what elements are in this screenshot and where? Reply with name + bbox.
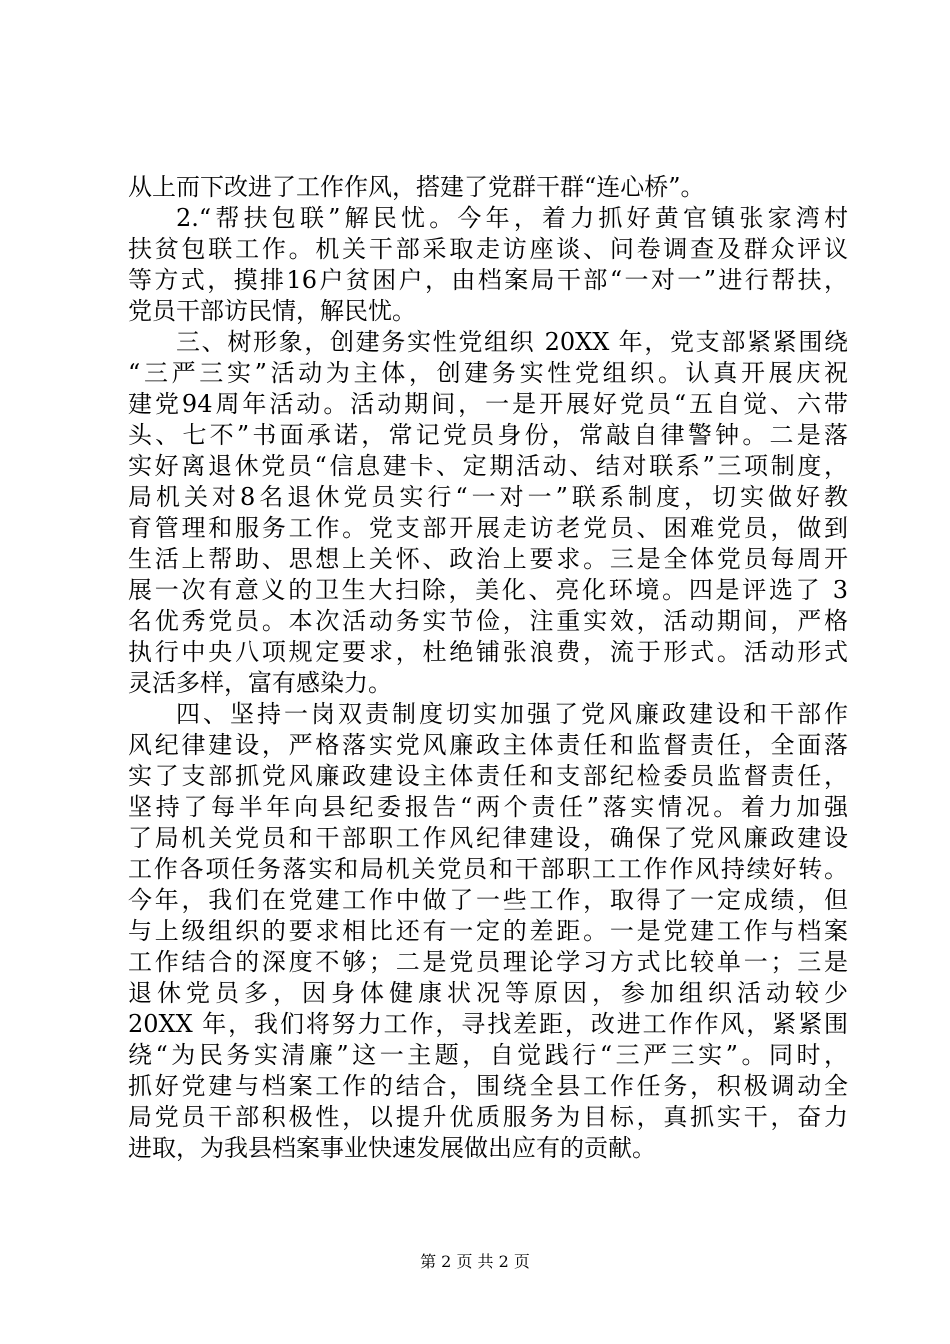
text-line: 了局机关党员和干部职工作风纪律建设，确保了党风廉政建设 bbox=[128, 824, 848, 852]
text-line: 建党94周年活动。活动期间，一是开展好党员“五自觉、六带 bbox=[128, 390, 848, 418]
text-line: 四、坚持一岗双责制度切实加强了党风廉政建设和干部作 bbox=[176, 700, 848, 728]
text-line: 退休党员多，因身体健康状况等原因，参加组织活动较少 bbox=[128, 979, 848, 1007]
text-line: 进取，为我县档案事业快速发展做出应有的贡献。 bbox=[128, 1134, 656, 1162]
text-line: 与上级组织的要求相比还有一定的差距。一是党建工作与档案 bbox=[128, 917, 848, 945]
text-line: 三、树形象，创建务实性党组织 20XX 年，党支部紧紧围绕 bbox=[176, 328, 848, 356]
page-footer: 第 2 页 共 2 页 bbox=[420, 1252, 530, 1271]
text-line: 2.“帮扶包联”解民忧。今年，着力抓好黄官镇张家湾村 bbox=[176, 204, 848, 232]
text-line: 生活上帮助、思想上关怀、政治上要求。三是全体党员每周开 bbox=[128, 545, 848, 573]
text-line: 今年，我们在党建工作中做了一些工作，取得了一定成绩，但 bbox=[128, 886, 848, 914]
text-line: 展一次有意义的卫生大扫除，美化、亮化环境。四是评选了 3 bbox=[128, 576, 848, 604]
text-line: 绕“为民务实清廉”这一主题，自觉践行“三严三实”。同时， bbox=[128, 1041, 848, 1069]
body-text bbox=[128, 172, 848, 1164]
text-line: 局机关对8名退休党员实行“一对一”联系制度，切实做好教 bbox=[128, 483, 848, 511]
text-line: 党员干部访民情，解民忧。 bbox=[128, 297, 416, 325]
text-line: 工作各项任务落实和局机关党员和干部职工工作作风持续好转。 bbox=[128, 855, 848, 883]
text-line: 实好离退休党员“信息建卡、定期活动、结对联系”三项制度， bbox=[128, 452, 848, 480]
text-line: 20XX 年，我们将努力工作，寻找差距，改进工作作风，紧紧围 bbox=[128, 1010, 848, 1038]
text-line: 从上而下改进了工作作风，搭建了党群干群“连心桥”。 bbox=[128, 173, 705, 201]
text-line: 风纪律建设，严格落实党风廉政主体责任和监督责任，全面落 bbox=[128, 731, 848, 759]
text-line: 名优秀党员。本次活动务实节俭，注重实效，活动期间，严格 bbox=[128, 607, 848, 635]
text-line: “三严三实”活动为主体，创建务实性党组织。认真开展庆祝 bbox=[128, 359, 848, 387]
text-line: 头、七不”书面承诺，常记党员身份，常敲自律警钟。二是落 bbox=[128, 421, 848, 449]
text-line: 灵活多样，富有感染力。 bbox=[128, 669, 392, 697]
text-line: 局党员干部积极性，以提升优质服务为目标，真抓实干，奋力 bbox=[128, 1103, 848, 1131]
text-line: 坚持了每半年向县纪委报告“两个责任”落实情况。着力加强 bbox=[128, 793, 848, 821]
text-line: 育管理和服务工作。党支部开展走访老党员、困难党员，做到 bbox=[128, 514, 848, 542]
text-line: 抓好党建与档案工作的结合，围绕全县工作任务，积极调动全 bbox=[128, 1072, 848, 1100]
text-line: 实了支部抓党风廉政建设主体责任和支部纪检委员监督责任， bbox=[128, 762, 848, 790]
text-line: 执行中央八项规定要求，杜绝铺张浪费，流于形式。活动形式 bbox=[128, 638, 848, 666]
text-line: 等方式，摸排16户贫困户，由档案局干部“一对一”进行帮扶， bbox=[128, 266, 848, 294]
text-line: 扶贫包联工作。机关干部采取走访座谈、问卷调查及群众评议 bbox=[128, 235, 848, 263]
text-line: 工作结合的深度不够；二是党员理论学习方式比较单一；三是 bbox=[128, 948, 848, 976]
